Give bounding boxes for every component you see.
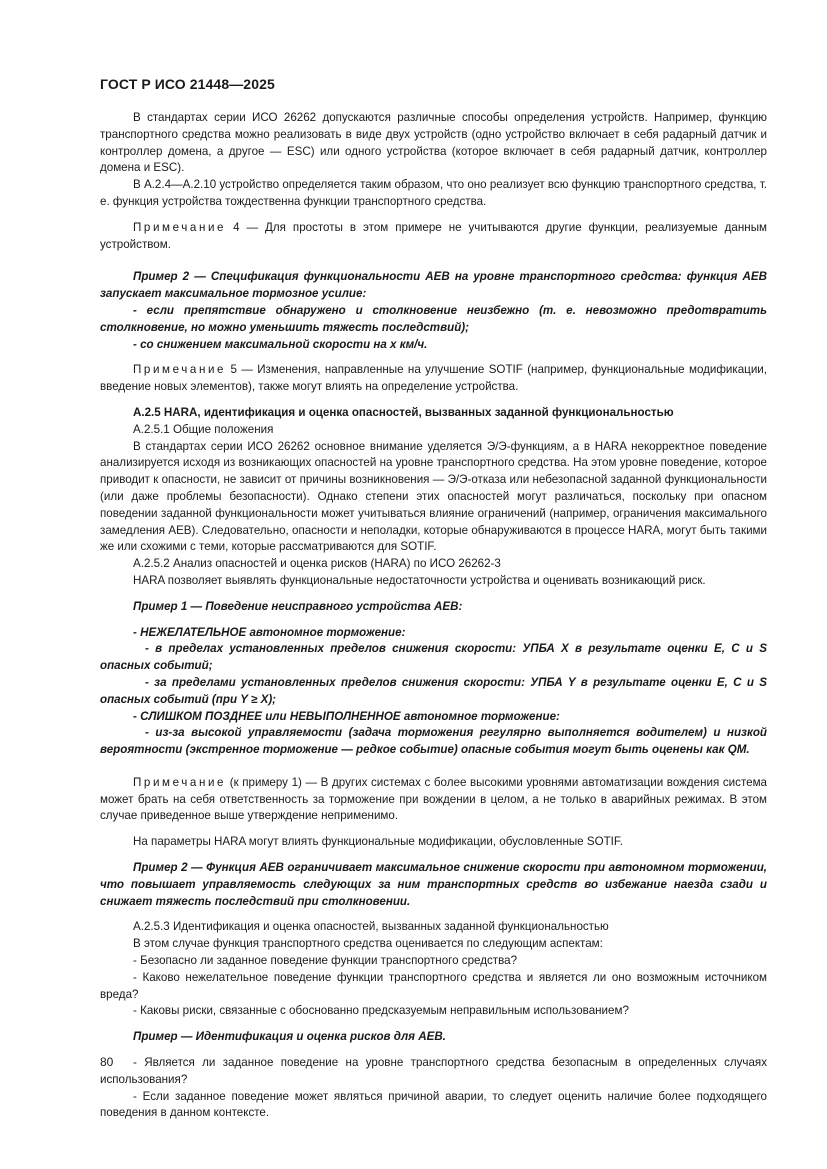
list-item: - Безопасно ли заданное поведение функции транспортного средства? [133,954,518,968]
list-item: - Каковы риски, связанные с обоснованно предсказуемым неправильным использованием? [133,1004,629,1018]
list-item: - Каково нежелательное поведение функции транспортного средства и является ли оно возможным источником вреда? [100,970,767,1001]
example-subitem: - из-за высокой управляемости (задача торможения регулярно выполняется водителем) и низкой вероятности (экстренное торможение — редкое событие) опасные события могут быть оценены как QM. [100,726,767,757]
note-4 [100,220,767,254]
example-2-title: Пример 2 — Спецификация функциональности AEB на уровне транспортного средства: функция AEB запускает максимальное тормозное усилие: [100,270,767,301]
example-1-title: Пример 1 — Поведение неисправного устройства AEB: [133,599,463,613]
example-item: - СЛИШКОМ ПОЗДНЕЕ или НЕВЫПОЛНЕННОЕ автономное торможение: [133,709,560,723]
example-subitem: - за пределами установленных пределов снижения скорости: УПБА Y в результате оценки E, C и S опасных событий (при Y ≥ X); [100,675,767,706]
note-label: Примечание [133,775,227,789]
section-heading: А.2.5 HARA, идентификация и оценка опасностей, вызванных заданной функциональностью [133,405,674,419]
note-5 [100,362,767,396]
list-item: - Если заданное поведение может являться причиной аварии, то следует оценить наличие более подходящего поведения в данном контексте. [100,1089,767,1120]
example-risk-title: Пример — Идентификация и оценка рисков для AEB. [133,1030,446,1044]
example-2-b: Пример 2 — Функция AEB ограничивает максимальное снижение скорости при автономном торможении, что повышает управляемость следующих за ним транспортных средств во избежание наезда сзади и снижает тяжесть последствий при столкновении. [100,861,767,908]
example-subitem: - в пределах установленных пределов снижения скорости: УПБА X в результате оценки E, C и S опасных событий; [100,642,767,673]
paragraph: В стандартах серии ИСО 26262 допускаются различные способы определения устройств. Например, функцию транспортного средства можно реализовать в виде двух устройств (одно устройство включает в себя радарный датчик и контроллер домена, а другое — ESC) или одного устройства (которое включает в себя радарный датчик, контроллер домена и ESC). [100,111,767,175]
document-body [100,110,767,1122]
paragraph: В стандартах серии ИСО 26262 основное внимание уделяется Э/Э-функциям, а в HARA некорректное поведение анализируется исходя из возникающих опасностей на уровне транспортного средства. На этом уровне поведение, которое приводит к опасности, не зависит от причины возникновения — Э/Э-отказа или небезопасной заданной функциональности (или даже проблемы безопасности). Однако степени этих опасностей могут различаться, поскольку при опасном поведении заданной функциональности может учитываться влияние ограничений (например, ограничения максимального замедления AEB). Следовательно, опасности и неполадки, которые обнаруживаются в процессе HARA, могут быть такими же или схожими с теми, которые рассматриваются для SOTIF. [100,439,767,554]
paragraph: На параметры HARA могут влиять функциональные модификации, обусловленные SOTIF. [133,835,623,849]
list-item: - Является ли заданное поведение на уровне транспортного средства безопасным в определенных случаях использования? [100,1056,767,1086]
paragraph: В этом случае функция транспортного средства оценивается по следующим аспектам: [133,937,603,951]
subsection-heading: А.2.5.1 Общие положения [133,422,274,436]
note-label: Примечание [133,363,227,377]
subsection-heading: А.2.5.2 Анализ опасностей и оценка рисков (HARA) по ИСО 26262-3 [133,557,501,571]
example-item: - НЕЖЕЛАТЕЛЬНОЕ автономное торможение: [133,625,406,639]
note-example-1 [100,775,767,825]
example-item: - если препятствие обнаружено и столкновение неизбежно (т. е. невозможно предотвратить столкновение, но можно уменьшить тяжесть последствий); [100,303,767,334]
paragraph: HARA позволяет выявлять функциональные недостаточности устройства и оценивать возникающий риск. [133,573,706,587]
paragraph: В А.2.4—А.2.10 устройство определяется таким образом, что оно реализует всю функцию транспортного средства, т. е. функция устройства тождественна функции транспортного средства. [100,178,767,208]
subsection-heading: А.2.5.3 Идентификация и оценка опасностей, вызванных заданной функциональностью [133,920,609,934]
note-text: (к примеру 1) — В других системах с более высокими уровнями автоматизации вождения система может брать на себя ответственность за торможение при вождении в целом, а не только в аварийных режимах. В этом случае приведенное выше утверждение неприменимо. [100,775,767,823]
page-number: 80 [100,1055,114,1069]
document-header: ГОСТ Р ИСО 21448—2025 [100,76,275,92]
note-text: 4 — Для простоты в этом примере не учитываются другие функции, реализуемые данным устройством. [100,220,767,251]
note-text: 5 — Изменения, направленные на улучшение SOTIF (например, функциональные модификации, введение новых элементов), также могут влиять на определение устройства. [100,363,767,394]
note-label: Примечание [133,220,227,234]
example-item: - со снижением максимальной скорости на х км/ч. [133,337,428,351]
